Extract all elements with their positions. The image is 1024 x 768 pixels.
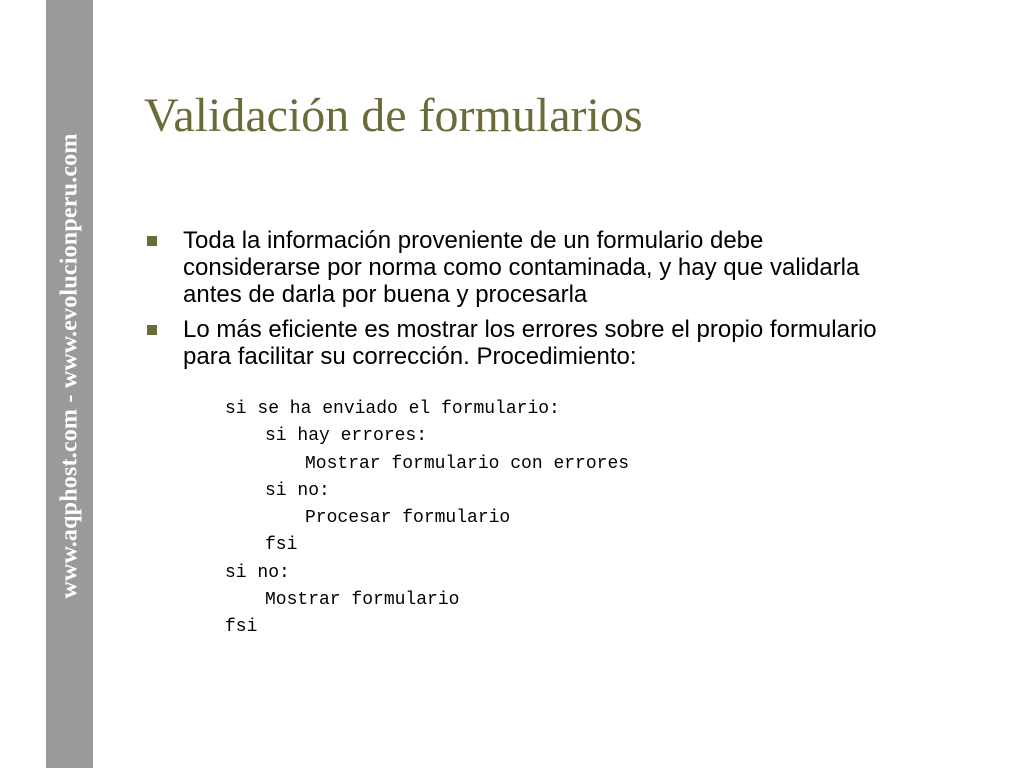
code-line: si hay errores: — [265, 426, 428, 447]
pseudocode-block — [225, 396, 629, 642]
code-line: fsi — [265, 535, 298, 556]
square-bullet-icon — [147, 325, 157, 335]
bullet-text: Toda la información proveniente de un formulario debe considerarse por norma como contaminada, y hay que validarla antes de darla por buena y procesarla — [183, 227, 860, 308]
side-watermark-text: www.aqphost.com - www.evolucionperu.com — [56, 133, 83, 599]
code-line: Procesar formulario — [305, 508, 511, 529]
slide-title: Validación de formularios — [144, 89, 643, 142]
code-line: si no: — [265, 480, 330, 501]
code-line: fsi — [225, 617, 258, 638]
bullet-item — [144, 227, 884, 308]
code-line: Mostrar formulario con errores — [305, 453, 630, 474]
bullet-list — [144, 227, 884, 378]
bullet-text: Lo más eficiente es mostrar los errores sobre el propio formulario para facilitar su corrección. Procedimiento: — [183, 316, 877, 370]
square-bullet-icon — [147, 236, 157, 246]
code-line: Mostrar formulario — [265, 590, 460, 611]
code-line: si se ha enviado el formulario: — [225, 399, 560, 419]
code-line: si no: — [225, 562, 290, 583]
bullet-item — [144, 316, 884, 370]
